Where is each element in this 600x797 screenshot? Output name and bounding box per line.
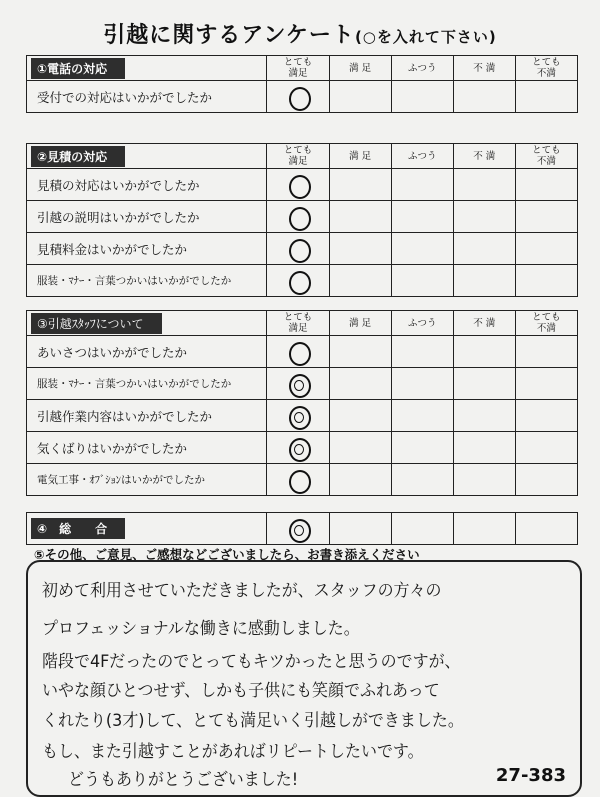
rating-cell[interactable] xyxy=(391,432,453,464)
question-row xyxy=(27,464,578,496)
handwritten-comment-line: どうもありがとうございました! xyxy=(68,770,299,790)
rating-header-0: とても 満足 xyxy=(267,144,329,169)
rating-cell[interactable] xyxy=(515,432,577,464)
question-row xyxy=(27,169,578,201)
rating-cell[interactable] xyxy=(391,400,453,432)
rating-cell[interactable] xyxy=(329,513,391,545)
rating-cell[interactable] xyxy=(267,432,329,464)
rating-header-0: とても 満足 xyxy=(267,56,329,81)
rating-cell[interactable] xyxy=(453,336,515,368)
rating-cell[interactable] xyxy=(453,81,515,113)
rating-header-3: 不 満 xyxy=(453,311,515,336)
section-header xyxy=(27,56,267,81)
circle-mark xyxy=(289,175,311,199)
question-row xyxy=(27,400,578,432)
rating-cell[interactable] xyxy=(453,432,515,464)
rating-cell[interactable] xyxy=(453,201,515,233)
rating-cell[interactable] xyxy=(329,336,391,368)
rating-cell[interactable] xyxy=(515,400,577,432)
rating-cell[interactable] xyxy=(453,513,515,545)
rating-header-4: とても 不満 xyxy=(515,311,577,336)
rating-header-2: ふつう xyxy=(391,56,453,81)
rating-cell[interactable] xyxy=(329,233,391,265)
rating-cell[interactable] xyxy=(515,336,577,368)
rating-cell[interactable] xyxy=(391,336,453,368)
handwritten-comment-line: いやな顔ひとつせず、しかも子供にも笑顔でふれあって xyxy=(42,681,440,701)
question-row xyxy=(27,432,578,464)
reference-number: 27-383 xyxy=(495,765,566,786)
question-text: 服装・ﾏﾅｰ・言葉つかいはいかがでしたか xyxy=(27,368,267,400)
rating-cell[interactable] xyxy=(329,265,391,297)
rating-cell[interactable] xyxy=(329,368,391,400)
rating-cell[interactable] xyxy=(391,513,453,545)
rating-header-0: とても 満足 xyxy=(267,311,329,336)
handwritten-comment-line: もし、また引越すことがあればリピートしたいです。 xyxy=(42,742,424,762)
overall-header xyxy=(27,513,267,545)
rating-cell[interactable] xyxy=(391,81,453,113)
rating-header-4: とても 不満 xyxy=(515,144,577,169)
rating-cell[interactable] xyxy=(453,400,515,432)
circle-mark xyxy=(289,406,311,430)
rating-cell[interactable] xyxy=(329,400,391,432)
rating-header-3: 不 満 xyxy=(453,56,515,81)
rating-cell[interactable] xyxy=(329,169,391,201)
rating-cell[interactable] xyxy=(267,400,329,432)
question-text: 見積の対応はいかがでしたか xyxy=(27,169,267,201)
rating-cell[interactable] xyxy=(391,201,453,233)
question-row xyxy=(27,368,578,400)
rating-cell[interactable] xyxy=(267,265,329,297)
circle-mark xyxy=(289,342,311,366)
rating-cell[interactable] xyxy=(515,265,577,297)
question-text: 引越作業内容はいかがでしたか xyxy=(27,400,267,432)
rating-cell[interactable] xyxy=(267,201,329,233)
rating-header-1: 満 足 xyxy=(329,144,391,169)
rating-cell[interactable] xyxy=(267,81,329,113)
handwritten-comment-line: 階段で4Fだったのでとってもキツかったと思うのですが、 xyxy=(42,652,461,672)
rating-header-3: 不 満 xyxy=(453,144,515,169)
overall-label: ④ 総 合 xyxy=(31,518,125,539)
rating-header-1: 満 足 xyxy=(329,311,391,336)
circle-mark xyxy=(289,207,311,231)
rating-header-4: とても 不満 xyxy=(515,56,577,81)
question-text: 引越の説明はいかがでしたか xyxy=(27,201,267,233)
circle-mark xyxy=(289,239,311,263)
rating-cell[interactable] xyxy=(329,432,391,464)
question-row xyxy=(27,336,578,368)
page-title xyxy=(0,18,600,49)
section-label: ③引越ｽﾀｯﾌについて xyxy=(31,313,162,334)
circle-mark xyxy=(289,470,311,494)
rating-header-2: ふつう xyxy=(391,311,453,336)
rating-header-1: 満 足 xyxy=(329,56,391,81)
question-text: 服装・ﾏﾅｰ・言葉つかいはいかがでしたか xyxy=(27,265,267,297)
rating-header-2: ふつう xyxy=(391,144,453,169)
rating-cell[interactable] xyxy=(267,336,329,368)
rating-cell[interactable] xyxy=(515,233,577,265)
section-2-table xyxy=(26,143,578,297)
question-row xyxy=(27,201,578,233)
rating-cell[interactable] xyxy=(453,233,515,265)
title-instruction: (○を入れて下さい) xyxy=(354,28,497,46)
circle-mark xyxy=(289,271,311,295)
rating-cell[interactable] xyxy=(515,81,577,113)
rating-cell[interactable] xyxy=(515,368,577,400)
question-text: あいさつはいかがでしたか xyxy=(27,336,267,368)
rating-cell[interactable] xyxy=(515,464,577,496)
question-text: 気くばりはいかがでしたか xyxy=(27,432,267,464)
rating-cell[interactable] xyxy=(391,464,453,496)
rating-cell[interactable] xyxy=(391,233,453,265)
rating-cell[interactable] xyxy=(267,464,329,496)
circle-mark xyxy=(289,519,311,543)
rating-cell[interactable] xyxy=(329,464,391,496)
rating-cell[interactable] xyxy=(515,169,577,201)
section-1-table xyxy=(26,55,578,113)
question-text: 見積料金はいかがでしたか xyxy=(27,233,267,265)
question-text: 電気工事・ｵﾌﾞｼｮﾝはいかがでしたか xyxy=(27,464,267,496)
rating-cell[interactable] xyxy=(267,368,329,400)
question-row xyxy=(27,233,578,265)
handwritten-comment-line: くれたり(3才)して、とても満足いく引越しができました。 xyxy=(42,711,464,731)
rating-cell[interactable] xyxy=(329,201,391,233)
rating-cell[interactable] xyxy=(515,201,577,233)
title-main: 引越に関するアンケート xyxy=(103,23,355,48)
overall-table xyxy=(26,512,578,545)
rating-cell[interactable] xyxy=(329,81,391,113)
circle-mark xyxy=(289,374,311,398)
rating-cell[interactable] xyxy=(391,265,453,297)
circle-mark xyxy=(289,438,311,462)
section-header xyxy=(27,311,267,336)
rating-cell[interactable] xyxy=(453,368,515,400)
rating-cell[interactable] xyxy=(391,169,453,201)
rating-cell[interactable] xyxy=(453,169,515,201)
section-5-label: ⑤その他、ご意見、ご感想などございましたら、お書き添えください xyxy=(34,547,420,562)
rating-cell[interactable] xyxy=(267,169,329,201)
circle-mark xyxy=(289,87,311,111)
rating-cell[interactable] xyxy=(453,464,515,496)
rating-cell[interactable] xyxy=(267,513,329,545)
question-text: 受付での対応はいかがでしたか xyxy=(27,81,267,113)
handwritten-comment-line: 初めて利用させていただきましたが、スタッフの方々の xyxy=(42,581,442,601)
section-label: ①電話の対応 xyxy=(31,58,125,79)
question-row xyxy=(27,265,578,297)
rating-cell[interactable] xyxy=(391,368,453,400)
section-3-table xyxy=(26,310,578,496)
question-row xyxy=(27,81,578,113)
rating-cell[interactable] xyxy=(267,233,329,265)
handwritten-comment-line: プロフェッショナルな働きに感動しました。 xyxy=(42,619,360,639)
rating-cell[interactable] xyxy=(453,265,515,297)
section-label: ②見積の対応 xyxy=(31,146,125,167)
rating-cell[interactable] xyxy=(515,513,577,545)
section-header xyxy=(27,144,267,169)
